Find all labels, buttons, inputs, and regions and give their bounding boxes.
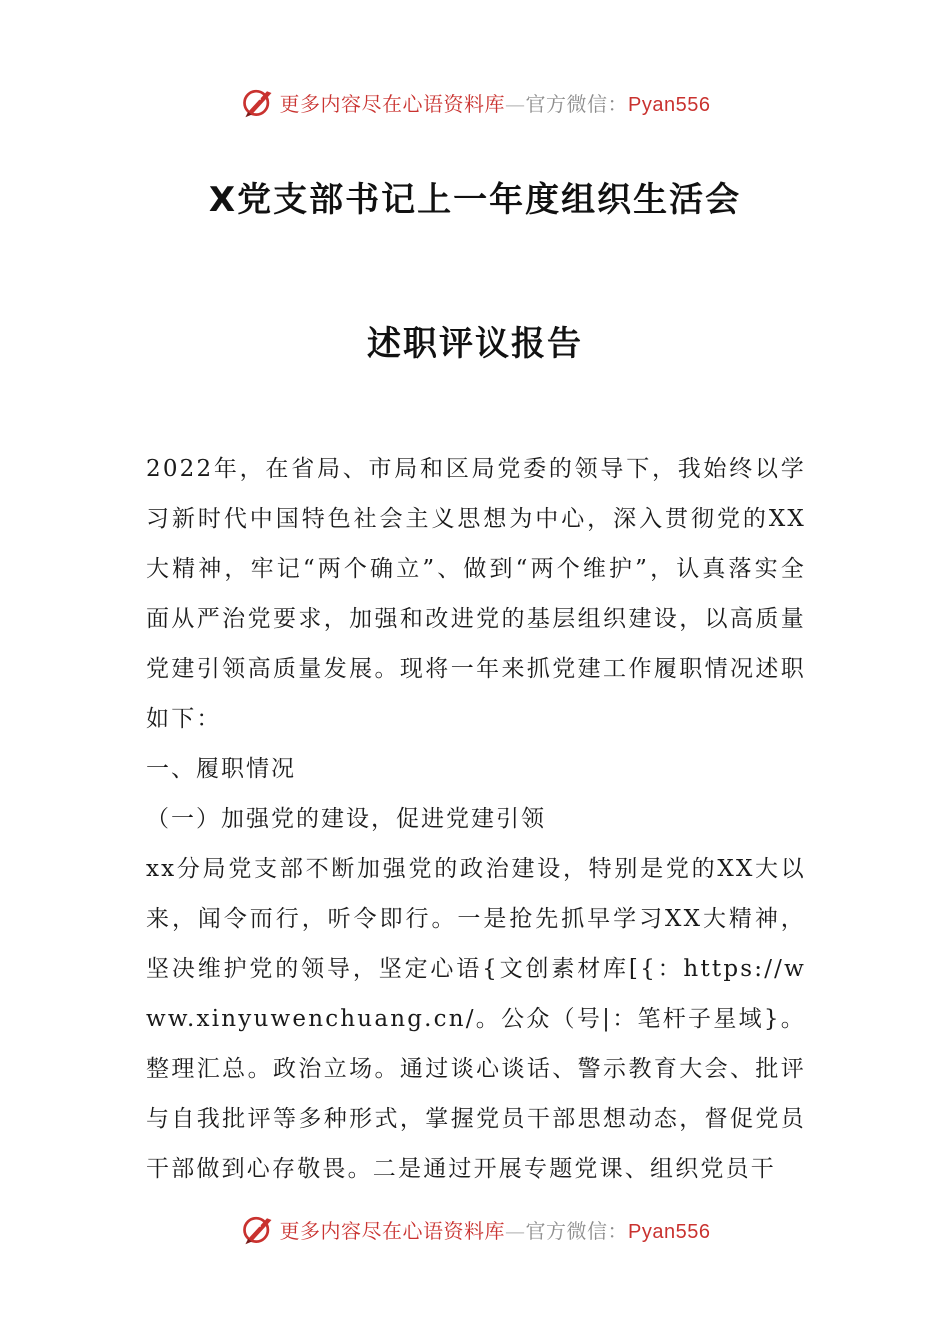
document-title-line1: X党支部书记上一年度组织生活会 bbox=[208, 180, 742, 220]
watermark-label: 官方微信： bbox=[525, 91, 629, 116]
body-paragraph: xx分局党支部不断加强党的政治建设，特别是党的XX大以来，闻令而行，听令即行。一是抢先抓早学习XX大精神，坚决维护党的领导，坚定心语{文创素材库[{：https://www.xinyuwenchuang.cn/。公众（号|：笔杆子星域}。整理汇总。政治立场。通过谈心谈话、警示教育大会、批评与自我批评等多种形式，掌握党员干部思想动态，督促党员干部做到心存敬畏。二是通过开展专题党课、组织党员干 bbox=[146, 856, 806, 1182]
document-title-line2: 述职评议报告 bbox=[367, 324, 583, 364]
watermark-slogan: 更多内容尽在心语资料库 bbox=[279, 91, 506, 116]
watermark-banner-bottom bbox=[0, 1207, 950, 1251]
document-body bbox=[146, 444, 806, 1194]
watermark-label: 官方微信： bbox=[525, 1218, 629, 1243]
pen-logo-icon bbox=[240, 84, 276, 120]
watermark-account: Pyan556 bbox=[628, 1220, 711, 1243]
subsection-heading: （一）加强党的建设，促进党建引领 bbox=[146, 806, 546, 832]
watermark-separator: — bbox=[505, 91, 526, 116]
watermark-text bbox=[280, 88, 711, 117]
watermark-account: Pyan556 bbox=[628, 93, 711, 116]
watermark-text bbox=[280, 1215, 711, 1244]
watermark-slogan: 更多内容尽在心语资料库 bbox=[279, 1218, 506, 1243]
watermark-separator: — bbox=[505, 1218, 526, 1243]
section-heading: 一、履职情况 bbox=[146, 756, 296, 782]
watermark-banner-top bbox=[0, 80, 950, 124]
pen-logo-icon bbox=[240, 1211, 276, 1247]
intro-paragraph: 2022年，在省局、市局和区局党委的领导下，我始终以学习新时代中国特色社会主义思想为中心，深入贯彻党的XX大精神，牢记“两个确立”、做到“两个维护”，认真落实全面从严治党要求，加强和改进党的基层组织建设，以高质量党建引领高质量发展。现将一年来抓党建工作履职情况述职如下： bbox=[146, 456, 806, 732]
